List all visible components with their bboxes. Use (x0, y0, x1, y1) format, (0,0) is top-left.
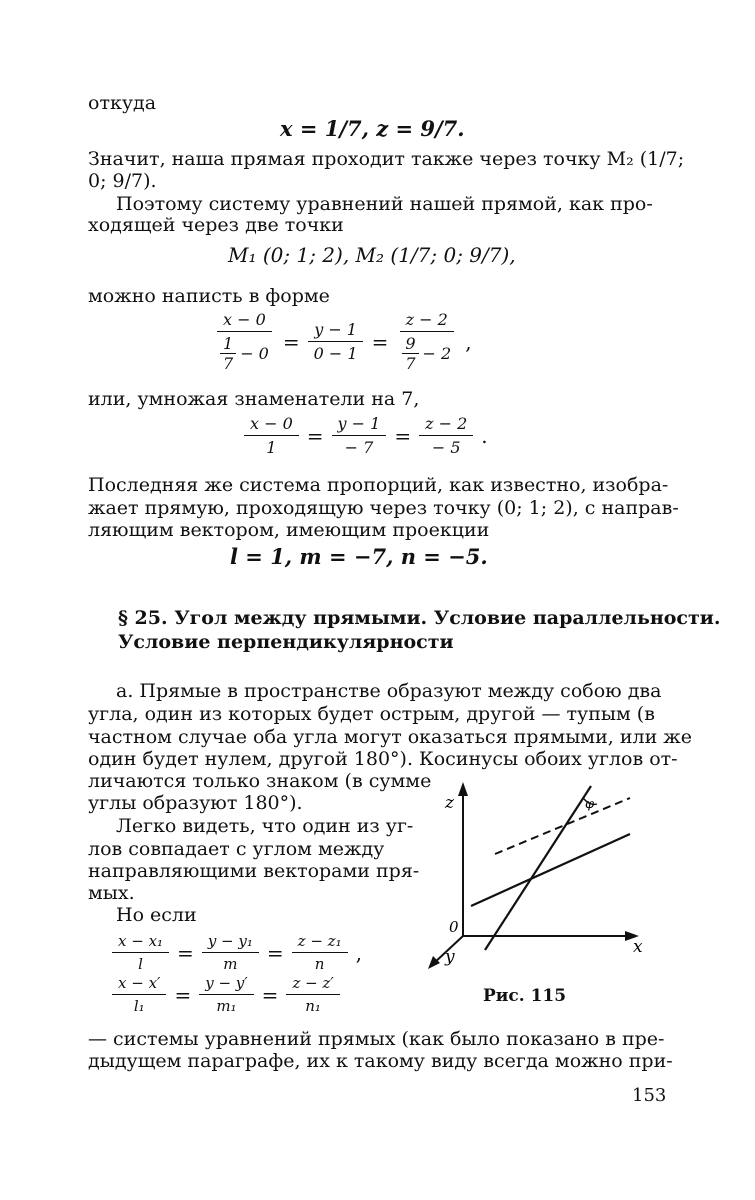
text-line: направляющими векторами пря- (88, 860, 420, 882)
fraction-denominator: l (138, 955, 143, 973)
fraction-numerator: z − 2 (400, 310, 454, 332)
origin-label: 0 (449, 918, 459, 936)
text-line: дыдущем параграфе, их к такому виду всегда можно при- (88, 1050, 673, 1072)
fraction-numerator: 9 (402, 334, 418, 354)
text-line: ляющим вектором, имеющим проекции (88, 519, 490, 541)
fraction-denominator: m₁ (216, 997, 237, 1015)
punctuation: . (481, 423, 488, 448)
figure-caption: Рис. 115 (483, 986, 567, 1006)
equation-multiplied (240, 414, 492, 457)
fraction-numerator: y − 1 (308, 320, 363, 342)
punctuation: , (355, 940, 362, 965)
figure-115-diagram (425, 778, 655, 978)
text-line: мых. (88, 882, 135, 904)
text-line: Последняя же система пропорций, как известно, изобра- (88, 474, 669, 496)
fraction-numerator: z − z′ (286, 974, 339, 995)
fraction-numerator: z − z₁ (292, 932, 348, 953)
equals-sign: = (266, 940, 284, 965)
page-number: 153 (632, 1085, 667, 1106)
text-line: жает прямую, проходящую через точку (0; 1; 2), с направ- (88, 497, 679, 519)
text-line: лов совпадает с углом между (88, 838, 385, 860)
line-2 (471, 834, 630, 906)
angle-label: φ (585, 797, 595, 812)
text-line: Но если (116, 904, 197, 926)
text-line: углы образуют 180°). (88, 792, 303, 814)
fraction-term: − 2 (422, 344, 452, 363)
z-axis-arrow (458, 782, 468, 796)
fraction-numerator: y − 1 (332, 414, 387, 436)
equals-sign: = (394, 423, 412, 448)
fraction-numerator: 1 (220, 334, 236, 354)
points-m1-m2: M₁ (0; 1; 2), M₂ (1/7; 0; 9/7), (228, 243, 516, 267)
text-line: Легко видеть, что один из уг- (116, 815, 414, 837)
fraction-denominator: n₁ (305, 997, 321, 1015)
text-line: Значит, наша прямая проходит также через точку M₂ (1/7; (88, 148, 685, 170)
equation-line-1 (108, 932, 366, 973)
text-line: можно написть в форме (88, 285, 330, 307)
z-axis-label: z (445, 793, 454, 813)
fraction-numerator: y − y₁ (202, 932, 259, 953)
fraction-numerator: y − y′ (199, 974, 253, 995)
fraction-denominator: − 5 (431, 438, 461, 457)
equation-x-z: x = 1/7, z = 9/7. (280, 116, 465, 141)
section-subtitle: Условие перпендикулярности (118, 631, 454, 653)
equals-sign: = (174, 982, 192, 1007)
equals-sign: = (371, 329, 389, 354)
fraction-denominator: l₁ (133, 997, 145, 1015)
fraction-term: − 0 (240, 344, 269, 363)
text-line: ходящей через две точки (88, 214, 344, 236)
fraction-denominator: m (223, 955, 238, 973)
equation-line-2 (108, 974, 344, 1015)
dashed-parallel-line (495, 798, 630, 854)
punctuation: , (465, 329, 472, 354)
text-line: Поэтому систему уравнений нашей прямой, как про- (116, 193, 653, 215)
section-title: § 25. Угол между прямыми. Условие параллельности. (118, 607, 721, 629)
projections-equation: l = 1, m = −7, n = −5. (230, 544, 488, 569)
y-axis-label: y (445, 947, 455, 967)
text-line: частном случае оба угла могут оказаться прямыми, или же (88, 726, 692, 748)
text-line: один будет нулем, другой 180°). Косинусы обоих углов от- (88, 748, 678, 770)
fraction-denominator: 7 (223, 354, 234, 373)
text-line: угла, один из которых будет острым, другой — тупым (в (88, 703, 655, 725)
fraction-numerator: x − 0 (217, 310, 272, 332)
text-line: — системы уравнений прямых (как было показано в пре- (88, 1028, 665, 1050)
equals-sign: = (261, 982, 279, 1007)
text-line: откуда (88, 92, 157, 114)
fraction-denominator: 0 − 1 (313, 344, 358, 363)
fraction-denominator: − 7 (344, 438, 374, 457)
text-line: а. Прямые в пространстве образуют между собою два (116, 680, 662, 702)
text-line: 0; 9/7). (88, 170, 157, 192)
equals-sign: = (282, 329, 300, 354)
fraction-numerator: x − x₁ (112, 932, 169, 953)
equals-sign: = (306, 423, 324, 448)
fraction-denominator: 1 (266, 438, 277, 457)
text-line: личаются только знаком (в сумме (88, 770, 432, 792)
line-1 (485, 786, 591, 950)
fraction-denominator: 7 (405, 354, 416, 373)
fraction-numerator: z − 2 (419, 414, 473, 436)
fraction-denominator: n (314, 955, 325, 973)
text-line: или, умножая знаменатели на 7, (88, 388, 420, 410)
equation-two-points (210, 310, 476, 373)
equals-sign: = (177, 940, 194, 965)
fraction-numerator: x − 0 (244, 414, 299, 436)
fraction-numerator: x − x′ (112, 974, 166, 995)
x-axis-label: x (633, 937, 643, 957)
